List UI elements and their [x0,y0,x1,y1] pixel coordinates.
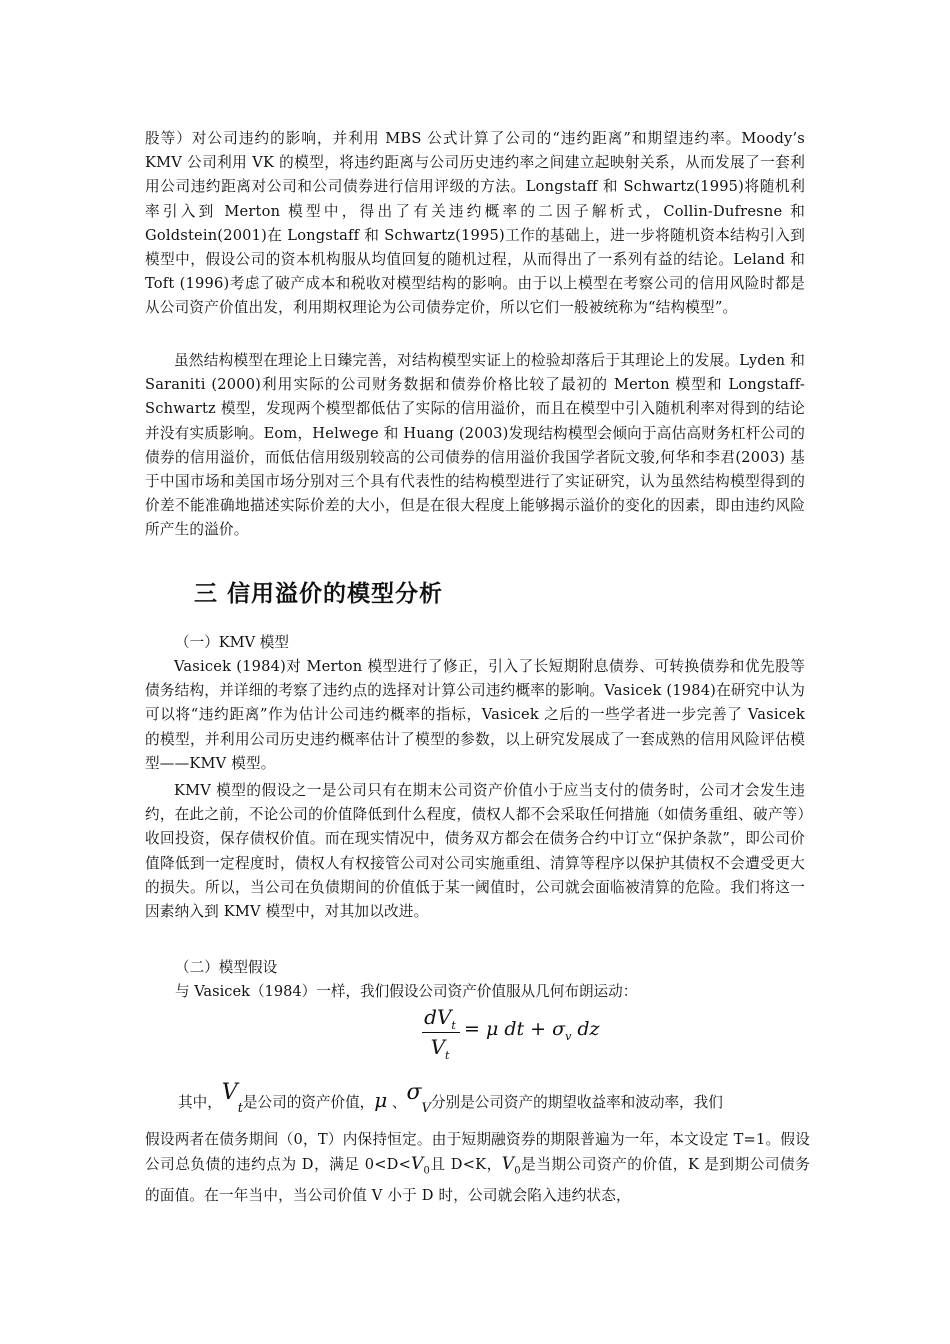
paragraph-structural-models: 股等）对公司违约的影响，并利用 MBS 公式计算了公司的“违约距离”和期望违约率。Moody’s KMV 公司利用 VK 的模型，将违约距离与公司历史违约率之间建立起映射关系，从而发展了一套利用公司违约距离对公司和公司债券进行信用评级的方法。Longstaff 和 Schwartz(1995)将随机利率引入到 Merton 模型中，得出了有关违约概率的二因子解析式，Collin-Dufresne 和 Goldstein(2001)在 Longstaff 和 Schwartz(1995)工作的基础上，进一步将随机资本结构引入到模型中，假设公司的资本机构服从均值回复的随机过程，从而得出了一系列有益的结论。Leland 和 Toft (1996)考虑了破产成本和税收对模型结构的影响。由于以上模型在考察公司的信用风险时都是从公司资产价值出发，利用期权理论为公司债券定价，所以它们一般被统称为“结构模型”。 [145,130,805,317]
subsection-assumptions-title: （二）模型假设 [175,959,278,976]
gbm-equation [420,1005,640,1065]
paragraph-vasicek: Vasicek (1984)对 Merton 模型进行了修正，引入了长短期附息债券、可转换债券和优先股等债务结构，并详细的考察了违约点的选择对计算公司违约概率的影响。Vasicek (1984)在研究中认为可以将“违约距离”作为估计公司违约概率的指标，Vasicek 之后的一些学者进一步完善了 Vasicek 的模型，并利用公司历史违约概率估计了模型的参数，以上研究发展成了一套成熟的信用风险评估模型——KMV 模型。 [145,658,805,772]
paragraph-gbm-intro: 与 Vasicek（1984）一样，我们假设公司资产价值服从几何布朗运动： [175,983,638,1000]
section-title: 三 信用溢价的模型分析 [194,581,444,607]
paragraph-empirical-tests: 虽然结构模型在理论上日臻完善，对结构模型实证上的检验却落后于其理论上的发展。Lyden 和 Saraniti (2000)利用实际的公司财务数据和债券价格比较了最初的 Merton 模型和 Longstaff-Schwartz 模型，发现两个模型都低估了实际的信用溢价，而且在模型中引入随机利率对得到的结论并没有实质影响。Eom，Helwege 和 Huang (2003)发现结构模型会倾向于高估高财务杠杆公司的债券的信用溢价，而低估信用级别较高的公司债券的信用溢价我国学者阮文骏,何华和李君(2003) 基于中国市场和美国市场分别对三个具有代表性的结构模型进行了实证研究，认为虽然结构模型得到的价差不能准确地描述实际价差的大小，但是在很大程度上能够揭示溢价的变化的因素，即由违约风险所产生的溢价。 [145,352,805,539]
symbol-v0: $V_0$ [411,1154,431,1177]
paragraph-variable-definitions: 其中，$V_t$是公司的资产价值，μ 、$\sigma_V$分别是公司资产的期望收益率和波动率，我们 [178,1080,723,1116]
symbol-sigma: $\sigma_V$ [406,1080,431,1116]
paragraph-default-point: 假设两者在债务期间（0，T）内保持恒定。由于短期融资券的期限普遍为一年，本文设定 T=1。假设公司总负债的违约点为 D，满足 $0<D<V_0$且 D<K，$V_0$是当期公司资产的价值，K 是到期公司债务的面值。在一年当中，当公司价值 V 小于 D 时，公司就会陷入违约状态， [145,1131,811,1205]
paragraph-kmv-assumption: KMV 模型的假设之一是公司只有在期末公司资产价值小于应当支付的债务时，公司才会发生违约，在此之前，不论公司的价值降低到什么程度，债权人都不会采取任何措施（如债务重组、破产等）收回投资，保存债权价值。而在现实情况中，债务双方都会在债务合约中订立“保护条款”，即公司价值降低到一定程度时，债权人有权接管公司对公司实施重组、清算等程序以保护其债权不会遭受更大的损失。所以，当公司在负债期间的价值低于某一阈值时，公司就会面临被清算的危险。我们将这一因素纳入到 KMV 模型中，对其加以改进。 [145,782,805,921]
symbol-v0-second: $V_0$ [501,1154,521,1177]
equation-denominator: $V_t$ [430,1035,450,1062]
fraction-bar [422,1032,460,1033]
subsection-kmv-title: （一）KMV 模型 [175,634,289,651]
equation-numerator: $dV_t$ [424,1005,456,1032]
symbol-mu: μ [374,1088,388,1112]
symbol-v-t: $V_t$ [221,1080,243,1116]
equation-right-side: = μ dt + $\sigma_v$ dz [464,1018,600,1043]
